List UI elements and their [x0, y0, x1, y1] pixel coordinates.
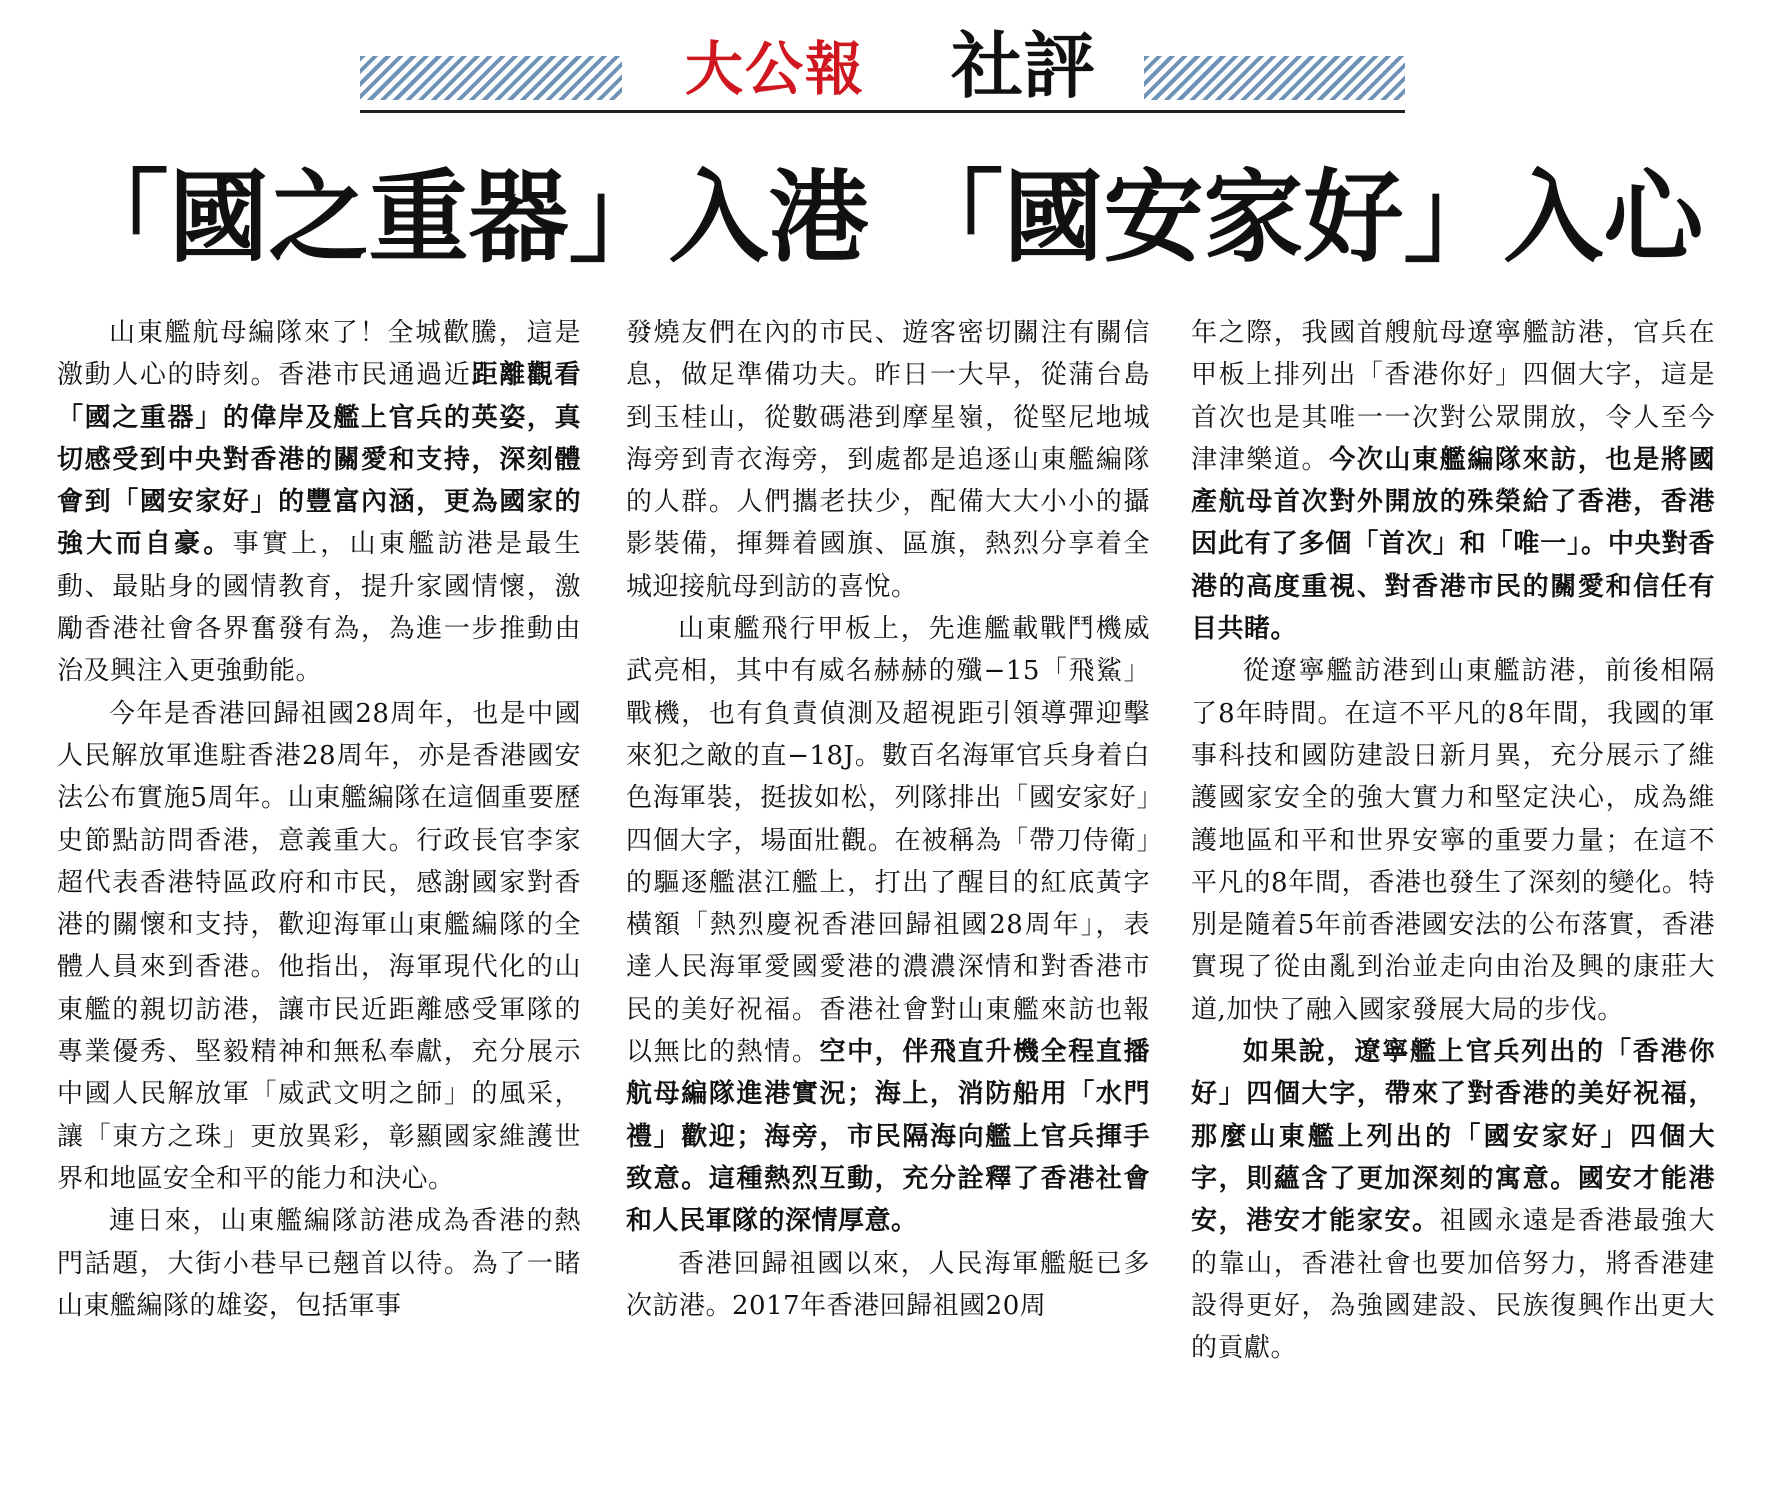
paragraph: 發燒友們在內的市民、遊客密切關注有關信息，做足準備功夫。昨日一大早，從蒲台島到玉桂山，從數碼港到摩星嶺，從堅尼地城海旁到青衣海旁，到處都是追逐山東艦編隊的人群。人們攜老扶少，配備大大小小的攝影裝備，揮舞着國旗、區旗，熱烈分享着全城迎接航母到訪的喜悅。: [626, 318, 1150, 602]
bold-text-run: 空中，伴飛直升機全程直播航母編隊進港實況；海上，消防船用「水門禮」歡迎；海旁，市民隔海向艦上官兵揮手致意。這種熱烈互動，充分詮釋了香港社會和人民軍隊的深情厚意。: [626, 1037, 1150, 1237]
text-run: 山東艦航母編隊來了！全城歡騰，這是激動人心的時刻。香港市民通過近: [57, 318, 581, 391]
paragraph: 連日來，山東艦編隊訪港成為香港的熱門話題，大街小巷早已翹首以待。為了一睹山東艦編隊的雄姿，包括軍事: [57, 1206, 581, 1321]
article-column-1: [57, 312, 581, 1502]
section-title: 社評: [950, 24, 1095, 108]
text-run: 年之際，我國首艘航母遼寧艦訪港，官兵在甲板上排列出「香港你好」四個大字，這是首次也是其唯一一次對公眾開放，令人至今津津樂道。: [1191, 318, 1715, 475]
paragraph: [57, 312, 581, 693]
masthead: [360, 14, 1405, 114]
text-run: 事實上，山東艦訪港是最生動、最貼身的國情教育，提升家國情懷，激勵香港社會各界奮發有為，為進一步推動由治及興注入更強動能。: [57, 529, 581, 687]
paragraph: 從遼寧艦訪港到山東艦訪港，前後相隔了8年時間。在這不平凡的8年間，我國的軍事科技和國防建設日新月異，充分展示了維護國家安全的強大實力和堅定決心，成為維護地區和平和世界安寧的重要力量；在這不平凡的8年間，香港也發生了深刻的變化。特別是隨着5年前香港國安法的公布落實，香港實現了從由亂到治並走向由治及興的康莊大道,加快了融入國家發展大局的步伐。: [1191, 656, 1715, 1025]
article-column-3: [1191, 312, 1715, 1502]
bold-text-run: 距離觀看「國之重器」的偉岸及艦上官兵的英姿，真切感受到中央對香港的關愛和支持，深刻體會到「國安家好」的豐富內涵，更為國家的強大而自豪。: [57, 360, 581, 560]
text-run: 山東艦飛行甲板上，先進艦載戰鬥機威武亮相，其中有威名赫赫的殲−15「飛鯊」戰機，也有負責偵測及超視距引領導彈迎擊來犯之敵的直−18J。數百名海軍官兵身着白色海軍裝，挺拔如松，列隊排出「國安家好」四個大字，場面壯觀。在被稱為「帶刀侍衛」的驅逐艦湛江艦上，打出了醒目的紅底黃字橫額「熱烈慶祝香港回歸祖國28周年」，表達人民海軍愛國愛港的濃濃深情和對香港市民的美好祝福。香港社會對山東艦來訪也報以無比的熱情。: [626, 614, 1150, 1068]
bold-text-run: 如果說，遼寧艦上官兵列出的「香港你好」四個大字，帶來了對香港的美好祝福，那麼山東艦上列出的「國安家好」四個大字，則蘊含了更加深刻的寓意。國安才能港安，港安才能家安。: [1191, 1037, 1715, 1237]
paragraph: [626, 608, 1150, 1242]
text-run: 祖國永遠是香港最強大的靠山，香港社會也要加倍努力，將香港建設得更好，為強國建設、民族復興作出更大的貢獻。: [1191, 1206, 1715, 1364]
paragraph: [1191, 1031, 1715, 1369]
headline: 「國之重器」入港 「國安家好」入心: [68, 159, 1704, 276]
article-column-2: [626, 312, 1150, 1502]
masthead-hatch-left: [360, 56, 622, 100]
paragraph: 香港回歸祖國以來，人民海軍艦艇已多次訪港。2017年香港回歸祖國20周: [626, 1248, 1150, 1321]
bold-text-run: 今次山東艦編隊來訪，也是將國產航母首次對外開放的殊榮給了香港，香港因此有了多個「首次」和「唯一」。中央對香港的高度重視、對香港市民的關愛和信任有目共睹。: [1191, 444, 1715, 645]
paragraph: 今年是香港回歸祖國28周年，也是中國人民解放軍進駐香港28周年，亦是香港國安法公布實施5周年。山東艦編隊在這個重要歷史節點訪問香港，意義重大。行政長官李家超代表香港特區政府和市民，感謝國家對香港的關懷和支持，歡迎海軍山東艦編隊的全體人員來到香港。他指出，海軍現代化的山東艦的親切訪港，讓市民近距離感受軍隊的專業優秀、堅毅精神和無私奉獻，充分展示中國人民解放軍「威武文明之師」的風采，讓「東方之珠」更放異彩，彰顯國家維護世界和地區安全和平的能力和決心。: [57, 698, 581, 1194]
masthead-hatch-right: [1144, 56, 1405, 100]
newspaper-logo: 大公報: [684, 35, 865, 103]
masthead-rule: [360, 110, 1405, 113]
paragraph: [1191, 312, 1715, 650]
